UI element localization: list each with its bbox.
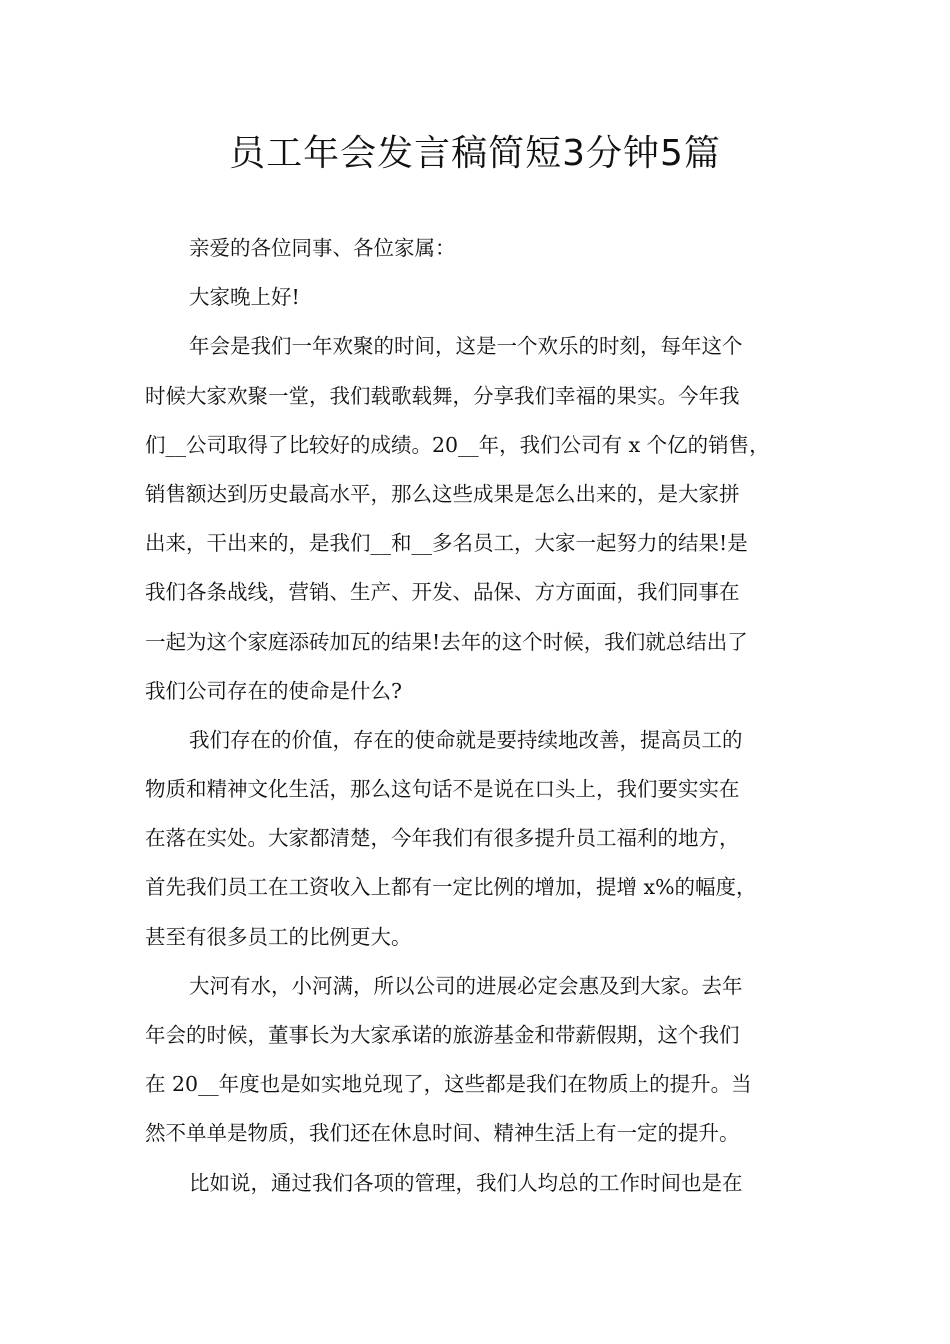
paragraph-line: 年会是我们一年欢聚的时间，这是一个欢乐的时刻，每年这个 [189,334,743,359]
paragraph-line: 甚至有很多员工的比例更大。 [145,924,412,949]
paragraph-line: 一起为这个家庭添砖加瓦的结果!去年的这个时候，我们就总结出了 [145,629,748,654]
paragraph-line: 时候大家欢聚一堂，我们载歌载舞，分享我们幸福的果实。今年我 [145,383,740,408]
paragraph-line: 大河有水，小河满，所以公司的进展必定会惠及到大家。去年 [189,973,743,998]
paragraph-line: 我们存在的价值，存在的使命就是要持续地改善，提高员工的 [189,727,743,752]
paragraph-line: 们__公司取得了比较好的成绩。20__年，我们公司有 x 个亿的销售， [145,432,770,457]
document-title: 员工年会发言稿简短3分钟5篇 [229,133,721,174]
document-body [145,224,809,1208]
paragraph-line: 在 20__年度也是如实地兑现了，这些都是我们在物质上的提升。当 [145,1072,752,1097]
paragraph-line: 我们公司存在的使命是什么? [145,678,402,703]
paragraph-line: 在落在实处。大家都清楚，今年我们有很多提升员工福利的地方， [145,826,740,851]
paragraph-line: 首先我们员工在工资收入上都有一定比例的增加，提增 x%的幅度， [145,875,757,900]
paragraph-line: 然不单单是物质，我们还在休息时间、精神生活上有一定的提升。 [145,1121,740,1146]
greeting-line: 大家晚上好! [189,285,300,310]
paragraph-line: 比如说，通过我们各项的管理，我们人均总的工作时间也是在 [189,1170,743,1195]
paragraph-line: 物质和精神文化生活，那么这句话不是说在口头上，我们要实实在 [145,777,740,802]
salutation-line: 亲爱的各位同事、各位家属： [189,236,456,260]
paragraph-line: 年会的时候，董事长为大家承诺的旅游基金和带薪假期，这个我们 [145,1023,740,1047]
paragraph-line: 出来，干出来的，是我们__和__多名员工，大家一起努力的结果!是 [145,531,748,556]
paragraph-line: 我们各条战线，营销、生产、开发、品保、方方面面，我们同事在 [145,580,740,605]
paragraph-line: 销售额达到历史最高水平，那么这些成果是怎么出来的，是大家拼 [145,481,740,506]
